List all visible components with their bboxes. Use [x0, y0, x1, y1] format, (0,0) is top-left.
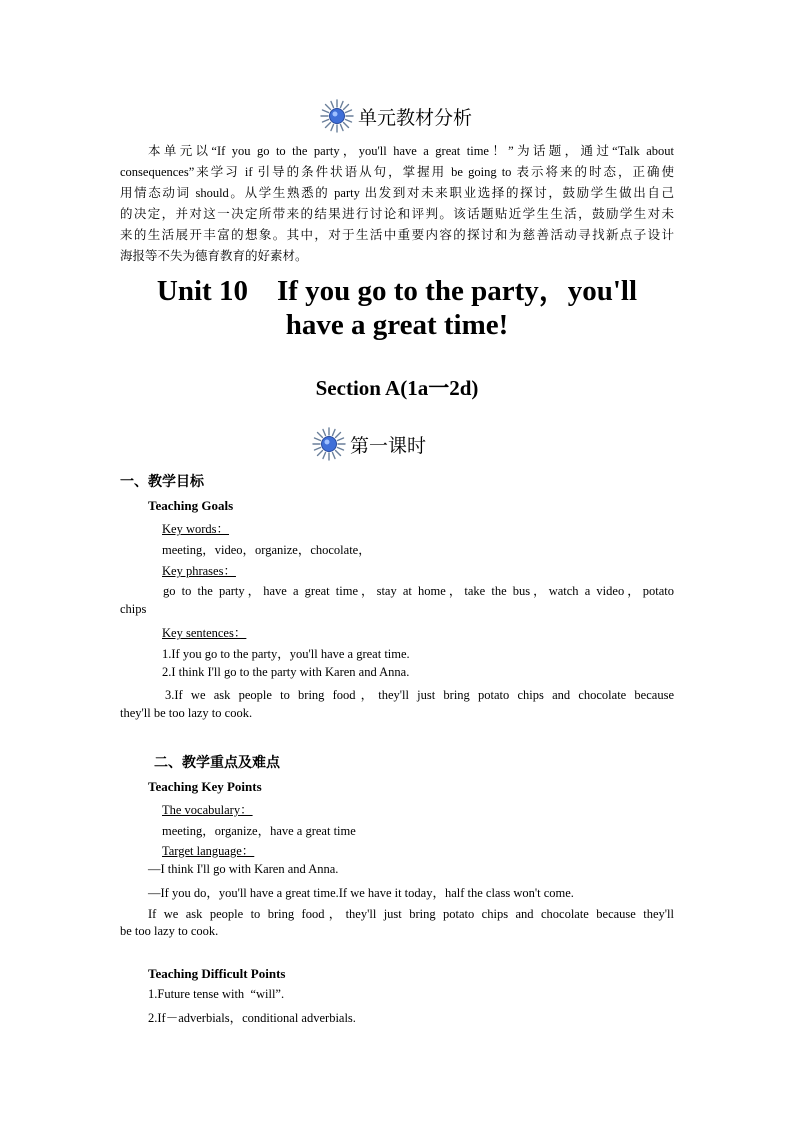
key-points-heading: 二、教学重点及难点 [154, 756, 280, 771]
analysis-line-6: 海报等不失为德育教育的好素材。 [120, 249, 308, 263]
key-sentence-3-line-1: 3.If we ask people to bring food，they'll just bring potato chips and chocolate because [165, 688, 674, 702]
key-phrases-line-2: chips [120, 602, 147, 616]
key-sentence-3-line-2: they'll be too lazy to cook. [120, 706, 253, 720]
target-language-1: —I think I'll go with Karen and Anna. [148, 862, 339, 876]
analysis-line-1: 本单元以“If you go to the party，you'll have a great time！”为话题，通过“Talk about [148, 144, 674, 158]
vocabulary-list: meeting，organize，have a great time [162, 824, 356, 838]
section-title: Section A(1a一2d) [315, 376, 479, 400]
teaching-difficult-points-label: Teaching Difficult Points [148, 966, 286, 981]
difficult-point-1: 1.Future tense with “will”. [148, 987, 285, 1001]
analysis-heading [320, 99, 472, 133]
target-language-2: —If you do，you'll have a great time.If we have it today，half the class won't come. [148, 886, 574, 900]
unit-title-line-1: Unit 10 If you go to the party，you'll [156, 275, 638, 307]
key-sentence-1: 1.If you go to the party，you'll have a great time. [162, 647, 410, 661]
key-words-label: Key words： [162, 522, 230, 536]
analysis-line-5: 来的生活展开丰富的想象。其中，对于生活中重要内容的探讨和为慈善活动寻找新点子设计 [120, 228, 674, 242]
difficult-point-2: 2.If－adverbials，conditional adverbials. [148, 1011, 356, 1025]
target-language-3-line-1: If we ask people to bring food，they'll just bring potato chips and chocolate because they'll [148, 907, 674, 921]
key-sentences-label: Key sentences： [162, 626, 247, 640]
analysis-line-4: 的决定，并对这一决定所带来的结果进行讨论和评判。该话题贴近学生生活，鼓励学生对未 [120, 207, 674, 221]
goals-heading: 一、教学目标 [120, 475, 204, 490]
key-sentence-2: 2.I think I'll go to the party with Karen and Anna. [162, 665, 410, 679]
analysis-heading-text: 单元教材分析 [358, 107, 473, 129]
sun-bullet-icon [312, 427, 346, 461]
target-language-label: Target language： [162, 844, 255, 858]
target-language-3-line-2: be too lazy to cook. [120, 924, 219, 938]
key-words-list: meeting，video，organize，chocolate， [162, 543, 371, 557]
teaching-key-points-label: Teaching Key Points [148, 779, 262, 794]
teaching-goals-label: Teaching Goals [148, 498, 234, 513]
lesson-heading [312, 427, 426, 461]
analysis-line-2: consequences”来学习 if 引导的条件状语从句，掌握用 be going to 表示将来的时态，正确使 [120, 165, 674, 179]
key-phrases-label: Key phrases： [162, 564, 236, 578]
vocabulary-label: The vocabulary： [162, 803, 253, 817]
analysis-line-3: 用情态动词 should。从学生熟悉的 party 出发到对未来职业选择的探讨，鼓励学生做出自己 [120, 186, 674, 200]
lesson-heading-text: 第一课时 [350, 435, 427, 457]
key-phrases-line-1: go to the party，have a great time，stay at home，take the bus，watch a video，potato [163, 584, 674, 598]
sun-bullet-icon [320, 99, 354, 133]
unit-title-line-2: have a great time! [285, 309, 509, 341]
